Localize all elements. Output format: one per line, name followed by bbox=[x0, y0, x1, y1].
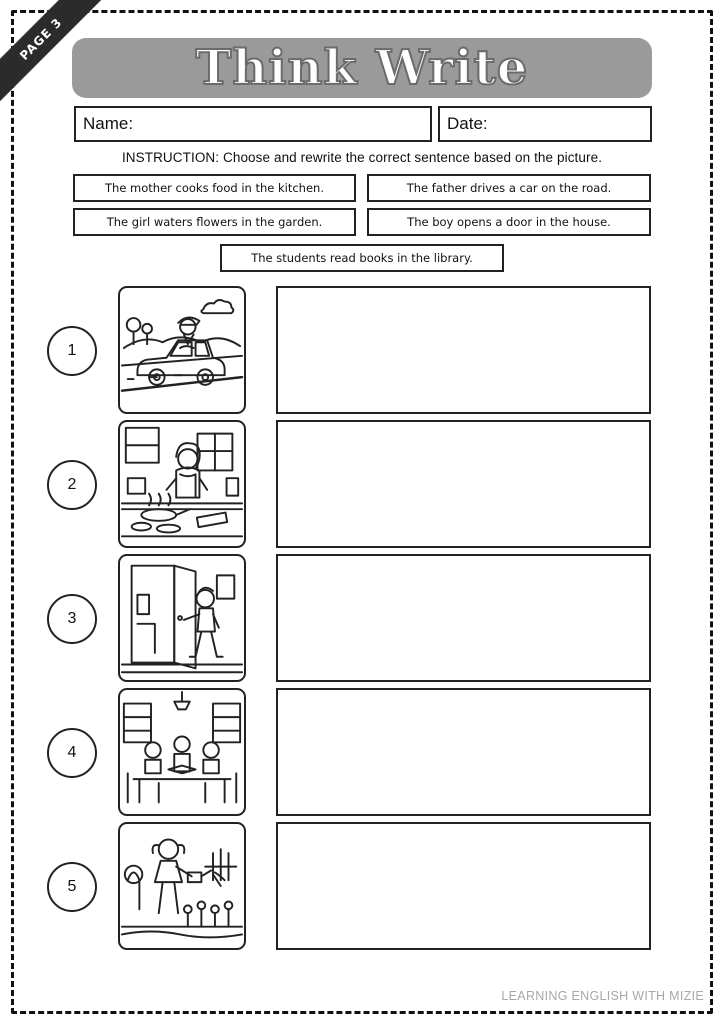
footer-credit: LEARNING ENGLISH WITH MIZIE bbox=[501, 989, 704, 1003]
question-row bbox=[0, 822, 724, 952]
question-row bbox=[0, 420, 724, 550]
answer-box[interactable] bbox=[276, 286, 651, 414]
answer-box[interactable] bbox=[276, 688, 651, 816]
boy-opening-door-icon bbox=[118, 554, 246, 682]
question-number: 3 bbox=[47, 594, 97, 644]
question-row bbox=[0, 688, 724, 818]
sentence-option: The students read books in the library. bbox=[220, 244, 504, 272]
sentence-option: The boy opens a door in the house. bbox=[367, 208, 651, 236]
question-row bbox=[0, 554, 724, 684]
title-banner bbox=[72, 38, 652, 98]
sentence-option: The girl waters flowers in the garden. bbox=[73, 208, 356, 236]
sentence-option: The father drives a car on the road. bbox=[367, 174, 651, 202]
mother-cooking-icon bbox=[118, 420, 246, 548]
name-field[interactable] bbox=[74, 106, 432, 142]
instruction-text: INSTRUCTION: Choose and rewrite the correct sentence based on the picture. bbox=[121, 150, 603, 165]
sentence-option: The mother cooks food in the kitchen. bbox=[73, 174, 356, 202]
answer-box[interactable] bbox=[276, 554, 651, 682]
page-title: Think Write bbox=[195, 40, 529, 96]
page-tag: PAGE 3 bbox=[17, 15, 65, 63]
question-number: 1 bbox=[47, 326, 97, 376]
question-number: 5 bbox=[47, 862, 97, 912]
girl-watering-flowers-icon bbox=[118, 822, 246, 950]
date-field[interactable] bbox=[438, 106, 652, 142]
question-number: 2 bbox=[47, 460, 97, 510]
answer-box[interactable] bbox=[276, 822, 651, 950]
name-label: Name: bbox=[83, 114, 134, 133]
question-row bbox=[0, 286, 724, 416]
students-reading-icon bbox=[118, 688, 246, 816]
father-driving-car-icon bbox=[118, 286, 246, 414]
answer-box[interactable] bbox=[276, 420, 651, 548]
date-label: Date: bbox=[447, 114, 488, 133]
question-number: 4 bbox=[47, 728, 97, 778]
